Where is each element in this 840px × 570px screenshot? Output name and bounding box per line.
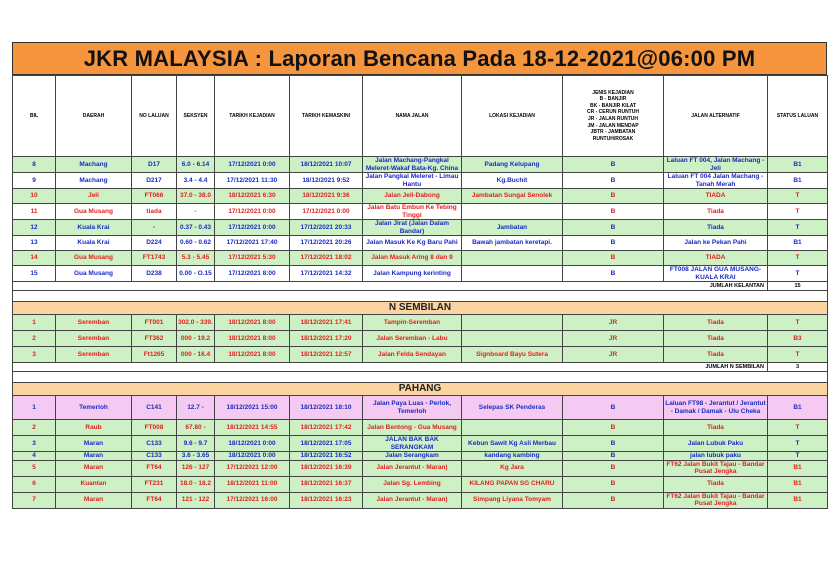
- total-row: [13, 363, 828, 372]
- cell-tarikh-kemaskini: 18/12/2021 9:52: [290, 173, 363, 189]
- cell-daerah: Seremban: [56, 315, 132, 331]
- cell-jalan-alternatif: Laluan FT 004 Jalan Machang - Tanah Merah: [664, 173, 768, 189]
- cell-tarikh-kemaskini: 18/12/2021 9:36: [290, 189, 363, 204]
- table-row: [13, 331, 828, 347]
- cell-tarikh-kemaskini: 18/12/2021 17:41: [290, 315, 363, 331]
- table-row: [13, 173, 828, 189]
- cell-status-laluan: T: [768, 452, 828, 461]
- cell-jenis-kejadian: B: [563, 452, 664, 461]
- cell-tarikh-kemaskini: 18/12/2021 17:20: [290, 331, 363, 347]
- cell-no-laluan: D224: [132, 236, 177, 251]
- disaster-table: [12, 75, 828, 509]
- cell-bil: 8: [13, 157, 56, 173]
- header-lokasi-kejadian: LOKASI KEJADIAN: [462, 76, 563, 157]
- cell-status-laluan: B1: [768, 492, 828, 508]
- cell-jalan-alternatif: FT62 Jalan Bukit Tajau - Bandar Pusat Jengka: [664, 460, 768, 476]
- pahang-section: [13, 396, 828, 509]
- cell-no-laluan: D238: [132, 266, 177, 282]
- cell-tarikh-kemaskini: 18/12/2021 16:23: [290, 492, 363, 508]
- section-heading-row: [13, 302, 828, 315]
- cell-tarikh-kejadian: 18/12/2021 15:00: [215, 396, 290, 420]
- cell-bil: 2: [13, 420, 56, 436]
- cell-bil: 7: [13, 492, 56, 508]
- cell-jalan-alternatif: Tiada: [664, 315, 768, 331]
- cell-bil: 4: [13, 452, 56, 461]
- cell-tarikh-kejadian: 17/12/2021 0:00: [215, 220, 290, 236]
- total-row: [13, 282, 828, 291]
- total-label: JUMLAH N SEMBILAN: [13, 363, 768, 372]
- cell-seksyen: 302.0 - 339.: [177, 315, 215, 331]
- header-row: [13, 76, 828, 157]
- cell-lokasi-kejadian: [462, 331, 563, 347]
- nsembilan-total: [13, 363, 828, 396]
- cell-tarikh-kejadian: 17/12/2021 5:30: [215, 251, 290, 266]
- cell-tarikh-kejadian: 18/12/2021 8:00: [215, 331, 290, 347]
- cell-jalan-alternatif: TIADA: [664, 189, 768, 204]
- cell-jalan-alternatif: jalan lubuk paku: [664, 452, 768, 461]
- cell-nama-jalan: Jalan Machang-Pangkal Meleret-Wakaf Bata-Kg. China: [363, 157, 462, 173]
- cell-tarikh-kejadian: 18/12/2021 14:55: [215, 420, 290, 436]
- cell-daerah: Gua Musang: [56, 204, 132, 220]
- spacer-row: [13, 372, 828, 383]
- cell-bil: 10: [13, 189, 56, 204]
- cell-bil: 9: [13, 173, 56, 189]
- cell-jalan-alternatif: Tiada: [664, 220, 768, 236]
- table-row: [13, 420, 828, 436]
- cell-status-laluan: B1: [768, 460, 828, 476]
- cell-tarikh-kemaskini: 18/12/2021 18:10: [290, 396, 363, 420]
- cell-jenis-kejadian: B: [563, 266, 664, 282]
- cell-seksyen: 5.3 - 5.45: [177, 251, 215, 266]
- cell-daerah: Temerloh: [56, 396, 132, 420]
- table-row: [13, 220, 828, 236]
- cell-seksyen: 18.0 - 18.2: [177, 476, 215, 492]
- cell-jalan-alternatif: Laluan FT98 - Jerantut / Jerantut - Damak / Damak - Ulu Cheka: [664, 396, 768, 420]
- cell-seksyen: -: [177, 204, 215, 220]
- cell-jalan-alternatif: Tiada: [664, 347, 768, 363]
- cell-seksyen: 0.37 - 0.43: [177, 220, 215, 236]
- cell-lokasi-kejadian: Jambatan Sungai Senolek: [462, 189, 563, 204]
- cell-seksyen: 3.6 - 3.65: [177, 452, 215, 461]
- cell-daerah: Maran: [56, 492, 132, 508]
- cell-nama-jalan: JALAN BAK BAK SERANGKAM: [363, 436, 462, 452]
- cell-lokasi-kejadian: KILANG PAPAN SG CHARU: [462, 476, 563, 492]
- cell-bil: 14: [13, 251, 56, 266]
- cell-seksyen: 0.00 - O.15: [177, 266, 215, 282]
- cell-nama-jalan: Jalan Batu Embun Ke Tebing Tinggi: [363, 204, 462, 220]
- cell-jenis-kejadian: B: [563, 396, 664, 420]
- cell-nama-jalan: Jalan Masuk Aring 8 dan 9: [363, 251, 462, 266]
- section-heading-nsembilan: N SEMBILAN: [13, 302, 828, 315]
- cell-status-laluan: T: [768, 189, 828, 204]
- cell-nama-jalan: Jalan Serangkam: [363, 452, 462, 461]
- header-jalan-alternatif: JALAN ALTERNATIF: [664, 76, 768, 157]
- cell-lokasi-kejadian: Bawah jambatan keretapi.: [462, 236, 563, 251]
- cell-tarikh-kemaskini: 17/12/2021 20:33: [290, 220, 363, 236]
- cell-daerah: Gua Musang: [56, 266, 132, 282]
- cell-jenis-kejadian: B: [563, 420, 664, 436]
- cell-seksyen: 12.7 -: [177, 396, 215, 420]
- cell-jenis-kejadian: B: [563, 460, 664, 476]
- section-heading-row: [13, 383, 828, 396]
- cell-tarikh-kejadian: 18/12/2021 8:00: [215, 315, 290, 331]
- header-no-laluan: NO LALUAN: [132, 76, 177, 157]
- cell-nama-jalan: Jalan Seremban - Labu: [363, 331, 462, 347]
- cell-daerah: Jeli: [56, 189, 132, 204]
- legend-line: JM - JALAN MENDAP: [587, 122, 639, 129]
- header-bil: BIL: [13, 76, 56, 157]
- cell-status-laluan: T: [768, 266, 828, 282]
- cell-seksyen: 126 - 127: [177, 460, 215, 476]
- cell-tarikh-kejadian: 17/12/2021 8:00: [215, 266, 290, 282]
- cell-nama-jalan: Jalan Pangkal Meleret - Limau Hantu: [363, 173, 462, 189]
- cell-jenis-kejadian: B: [563, 173, 664, 189]
- cell-bil: 3: [13, 436, 56, 452]
- table-row: [13, 452, 828, 461]
- cell-daerah: Kuala Krai: [56, 220, 132, 236]
- cell-daerah: Gua Musang: [56, 251, 132, 266]
- cell-daerah: Maran: [56, 436, 132, 452]
- cell-lokasi-kejadian: [462, 266, 563, 282]
- cell-tarikh-kemaskini: 18/12/2021 12:57: [290, 347, 363, 363]
- cell-seksyen: 6.0 - 6.14: [177, 157, 215, 173]
- cell-daerah: Maran: [56, 452, 132, 461]
- cell-jenis-kejadian: B: [563, 476, 664, 492]
- cell-lokasi-kejadian: [462, 315, 563, 331]
- cell-bil: 5: [13, 460, 56, 476]
- cell-bil: 12: [13, 220, 56, 236]
- cell-status-laluan: B1: [768, 236, 828, 251]
- cell-tarikh-kemaskini: 17/12/2021 18:02: [290, 251, 363, 266]
- table-row: [13, 436, 828, 452]
- total-value: 15: [768, 282, 828, 291]
- cell-no-laluan: -: [132, 220, 177, 236]
- legend-line: RUNTUH/ROSAK: [592, 135, 634, 142]
- cell-status-laluan: B3: [768, 331, 828, 347]
- cell-daerah: Machang: [56, 157, 132, 173]
- header-tarikh-kemaskini: TARIKH KEMASKINI: [290, 76, 363, 157]
- cell-jalan-alternatif: Jalan Lubuk Paku: [664, 436, 768, 452]
- cell-jenis-kejadian: JR: [563, 331, 664, 347]
- cell-nama-jalan: Jalan Jirat (Jalan Dalam Bandar): [363, 220, 462, 236]
- cell-lokasi-kejadian: Simpang Liyana Tomyam: [462, 492, 563, 508]
- cell-no-laluan: Ft1265: [132, 347, 177, 363]
- table-row: [13, 251, 828, 266]
- cell-status-laluan: B1: [768, 173, 828, 189]
- cell-status-laluan: T: [768, 315, 828, 331]
- header-seksyen: SEKSYEN: [177, 76, 215, 157]
- cell-jenis-kejadian: B: [563, 157, 664, 173]
- cell-bil: 1: [13, 315, 56, 331]
- cell-jenis-kejadian: B: [563, 189, 664, 204]
- cell-nama-jalan: Jalan Jerantut - Maran): [363, 492, 462, 508]
- cell-no-laluan: FT231: [132, 476, 177, 492]
- cell-lokasi-kejadian: Signboard Bayu Sutera: [462, 347, 563, 363]
- cell-status-laluan: T: [768, 436, 828, 452]
- spacer-row: [13, 291, 828, 302]
- cell-tarikh-kejadian: 18/12/2021 6:30: [215, 189, 290, 204]
- report-title: JKR MALAYSIA : Laporan Bencana Pada 18-12-2021@06:00 PM: [12, 42, 827, 75]
- cell-jalan-alternatif: Tiada: [664, 420, 768, 436]
- table-row: [13, 266, 828, 282]
- legend-line: JBTR - JAMBATAN: [590, 129, 636, 136]
- cell-daerah: Raub: [56, 420, 132, 436]
- total-value: 3: [768, 363, 828, 372]
- cell-daerah: Seremban: [56, 347, 132, 363]
- cell-nama-jalan: Jalan Jeli-Dabong: [363, 189, 462, 204]
- cell-tarikh-kejadian: 18/12/2021 11:00: [215, 476, 290, 492]
- kelantan-total: [13, 282, 828, 315]
- report: [12, 42, 827, 509]
- cell-no-laluan: FT001: [132, 315, 177, 331]
- cell-lokasi-kejadian: Kg Jara: [462, 460, 563, 476]
- spacer-cell: [13, 291, 828, 302]
- kelantan-section: [13, 157, 828, 282]
- cell-jenis-kejadian: JR: [563, 347, 664, 363]
- cell-nama-jalan: Jalan Paya Luas - Perlok, Temerloh: [363, 396, 462, 420]
- table-row: [13, 492, 828, 508]
- header-status-laluan: STATUS LALUAN: [768, 76, 828, 157]
- cell-seksyen: 9.6 - 9.7: [177, 436, 215, 452]
- cell-jalan-alternatif: FT008 JALAN GUA MUSANG-KUALA KRAI: [664, 266, 768, 282]
- cell-jenis-kejadian: B: [563, 236, 664, 251]
- cell-seksyen: 000 - 16.4: [177, 347, 215, 363]
- cell-tarikh-kemaskini: 18/12/2021 17:42: [290, 420, 363, 436]
- cell-tarikh-kejadian: 17/12/2021 12:00: [215, 460, 290, 476]
- table-row: [13, 460, 828, 476]
- cell-status-laluan: T: [768, 420, 828, 436]
- cell-status-laluan: B1: [768, 396, 828, 420]
- legend-line: B - BANJIR: [599, 96, 627, 103]
- cell-nama-jalan: Jalan Jerantut - Maran): [363, 460, 462, 476]
- table-row: [13, 189, 828, 204]
- cell-status-laluan: B1: [768, 157, 828, 173]
- cell-tarikh-kemaskini: 18/12/2021 16:39: [290, 460, 363, 476]
- cell-lokasi-kejadian: [462, 251, 563, 266]
- cell-seksyen: 3.4 - 4.4: [177, 173, 215, 189]
- table-row: [13, 476, 828, 492]
- cell-lokasi-kejadian: [462, 420, 563, 436]
- table-row: [13, 204, 828, 220]
- cell-jalan-alternatif: Tiada: [664, 331, 768, 347]
- cell-status-laluan: T: [768, 204, 828, 220]
- cell-no-laluan: FT066: [132, 189, 177, 204]
- cell-tarikh-kejadian: 17/12/2021 0:00: [215, 157, 290, 173]
- header-jenis-kejadian: [563, 76, 664, 157]
- cell-no-laluan: C133: [132, 452, 177, 461]
- table-row: [13, 236, 828, 251]
- cell-no-laluan: FT008: [132, 420, 177, 436]
- cell-seksyen: 37.0 - 38.0: [177, 189, 215, 204]
- cell-lokasi-kejadian: Selepas SK Penderas: [462, 396, 563, 420]
- cell-seksyen: 0.60 - 0.62: [177, 236, 215, 251]
- cell-no-laluan: FT64: [132, 492, 177, 508]
- cell-tarikh-kejadian: 18/12/2021 0:00: [215, 436, 290, 452]
- cell-nama-jalan: Jalan Masuk Ke Kg Baru Pahi: [363, 236, 462, 251]
- cell-daerah: Maran: [56, 460, 132, 476]
- cell-lokasi-kejadian: Kebun Sawit Kg Asli Merbau: [462, 436, 563, 452]
- cell-jalan-alternatif: Laluan FT 004, Jalan Machang - Jeli: [664, 157, 768, 173]
- cell-daerah: Machang: [56, 173, 132, 189]
- cell-daerah: Seremban: [56, 331, 132, 347]
- cell-jenis-kejadian: B: [563, 251, 664, 266]
- cell-lokasi-kejadian: Padang Kelupang: [462, 157, 563, 173]
- cell-bil: 15: [13, 266, 56, 282]
- cell-bil: 2: [13, 331, 56, 347]
- cell-jenis-kejadian: B: [563, 220, 664, 236]
- cell-bil: 6: [13, 476, 56, 492]
- cell-nama-jalan: Tampin-Seremban: [363, 315, 462, 331]
- cell-no-laluan: FT1743: [132, 251, 177, 266]
- legend-line: JR - JALAN RUNTUH: [588, 116, 638, 122]
- cell-no-laluan: C133: [132, 436, 177, 452]
- cell-tarikh-kemaskini: 18/12/2021 10:07: [290, 157, 363, 173]
- header-daerah: DAERAH: [56, 76, 132, 157]
- cell-seksyen: 67.80 -: [177, 420, 215, 436]
- cell-bil: 13: [13, 236, 56, 251]
- cell-tarikh-kemaskini: 18/12/2021 16:37: [290, 476, 363, 492]
- nsembilan-section: [13, 315, 828, 363]
- section-heading-pahang: PAHANG: [13, 383, 828, 396]
- cell-tarikh-kejadian: 17/12/2021 17:40: [215, 236, 290, 251]
- cell-jenis-kejadian: B: [563, 204, 664, 220]
- cell-jenis-kejadian: JR: [563, 315, 664, 331]
- cell-lokasi-kejadian: Kg.Buchit: [462, 173, 563, 189]
- legend-line: CR - CERUN RUNTUH: [587, 109, 639, 116]
- cell-bil: 1: [13, 396, 56, 420]
- table-row: [13, 157, 828, 173]
- cell-jalan-alternatif: FT62 Jalan Bukit Tajau - Bandar Pusat Jengka: [664, 492, 768, 508]
- header-nama-jalan: NAMA JALAN: [363, 76, 462, 157]
- cell-seksyen: 000 - 19.2: [177, 331, 215, 347]
- cell-no-laluan: FT64: [132, 460, 177, 476]
- cell-no-laluan: C141: [132, 396, 177, 420]
- cell-jenis-kejadian: B: [563, 436, 664, 452]
- cell-tarikh-kejadian: 17/12/2021 11:30: [215, 173, 290, 189]
- header-tarikh-kejadian: TARIKH KEJADIAN: [215, 76, 290, 157]
- total-label: JUMLAH KELANTAN: [13, 282, 768, 291]
- cell-jalan-alternatif: Tiada: [664, 476, 768, 492]
- cell-jalan-alternatif: TIADA: [664, 251, 768, 266]
- cell-seksyen: 121 - 122: [177, 492, 215, 508]
- cell-tarikh-kemaskini: 18/12/2021 16:52: [290, 452, 363, 461]
- cell-status-laluan: T: [768, 347, 828, 363]
- spacer-cell: [13, 372, 828, 383]
- cell-tarikh-kemaskini: 18/12/2021 17:05: [290, 436, 363, 452]
- cell-nama-jalan: Jalan Felda Sendayan: [363, 347, 462, 363]
- cell-no-laluan: D17: [132, 157, 177, 173]
- cell-lokasi-kejadian: kandang kambing: [462, 452, 563, 461]
- cell-tarikh-kejadian: 17/12/2021 0:00: [215, 204, 290, 220]
- legend-line: BK - BANJIR KILAT: [589, 102, 636, 109]
- cell-jalan-alternatif: Jalan ke Pekan Pahi: [664, 236, 768, 251]
- cell-tarikh-kemaskini: 17/12/2021 20:26: [290, 236, 363, 251]
- cell-status-laluan: T: [768, 251, 828, 266]
- cell-jalan-alternatif: Tiada: [664, 204, 768, 220]
- legend-line: JENIS KEJADIAN: [592, 89, 634, 96]
- cell-tarikh-kejadian: 18/12/2021 0:00: [215, 452, 290, 461]
- cell-jenis-kejadian: B: [563, 492, 664, 508]
- cell-tarikh-kemaskini: 17/12/2021 14:32: [290, 266, 363, 282]
- cell-tarikh-kejadian: 17/12/2021 16:00: [215, 492, 290, 508]
- cell-nama-jalan: Jalan Bentong - Gua Musang: [363, 420, 462, 436]
- cell-no-laluan: D217: [132, 173, 177, 189]
- cell-tarikh-kejadian: 18/12/2021 8:00: [215, 347, 290, 363]
- cell-lokasi-kejadian: [462, 204, 563, 220]
- cell-bil: 11: [13, 204, 56, 220]
- cell-bil: 3: [13, 347, 56, 363]
- table-row: [13, 315, 828, 331]
- cell-lokasi-kejadian: Jambatan: [462, 220, 563, 236]
- cell-no-laluan: tiada: [132, 204, 177, 220]
- cell-daerah: Kuantan: [56, 476, 132, 492]
- cell-no-laluan: FT362: [132, 331, 177, 347]
- table-row: [13, 347, 828, 363]
- table-row: [13, 396, 828, 420]
- cell-status-laluan: B1: [768, 476, 828, 492]
- cell-nama-jalan: Jalan Kampung kerinting: [363, 266, 462, 282]
- cell-status-laluan: T: [768, 220, 828, 236]
- cell-tarikh-kemaskini: 17/12/2021 0:00: [290, 204, 363, 220]
- cell-daerah: Kuala Krai: [56, 236, 132, 251]
- cell-nama-jalan: Jalan Sg. Lembing: [363, 476, 462, 492]
